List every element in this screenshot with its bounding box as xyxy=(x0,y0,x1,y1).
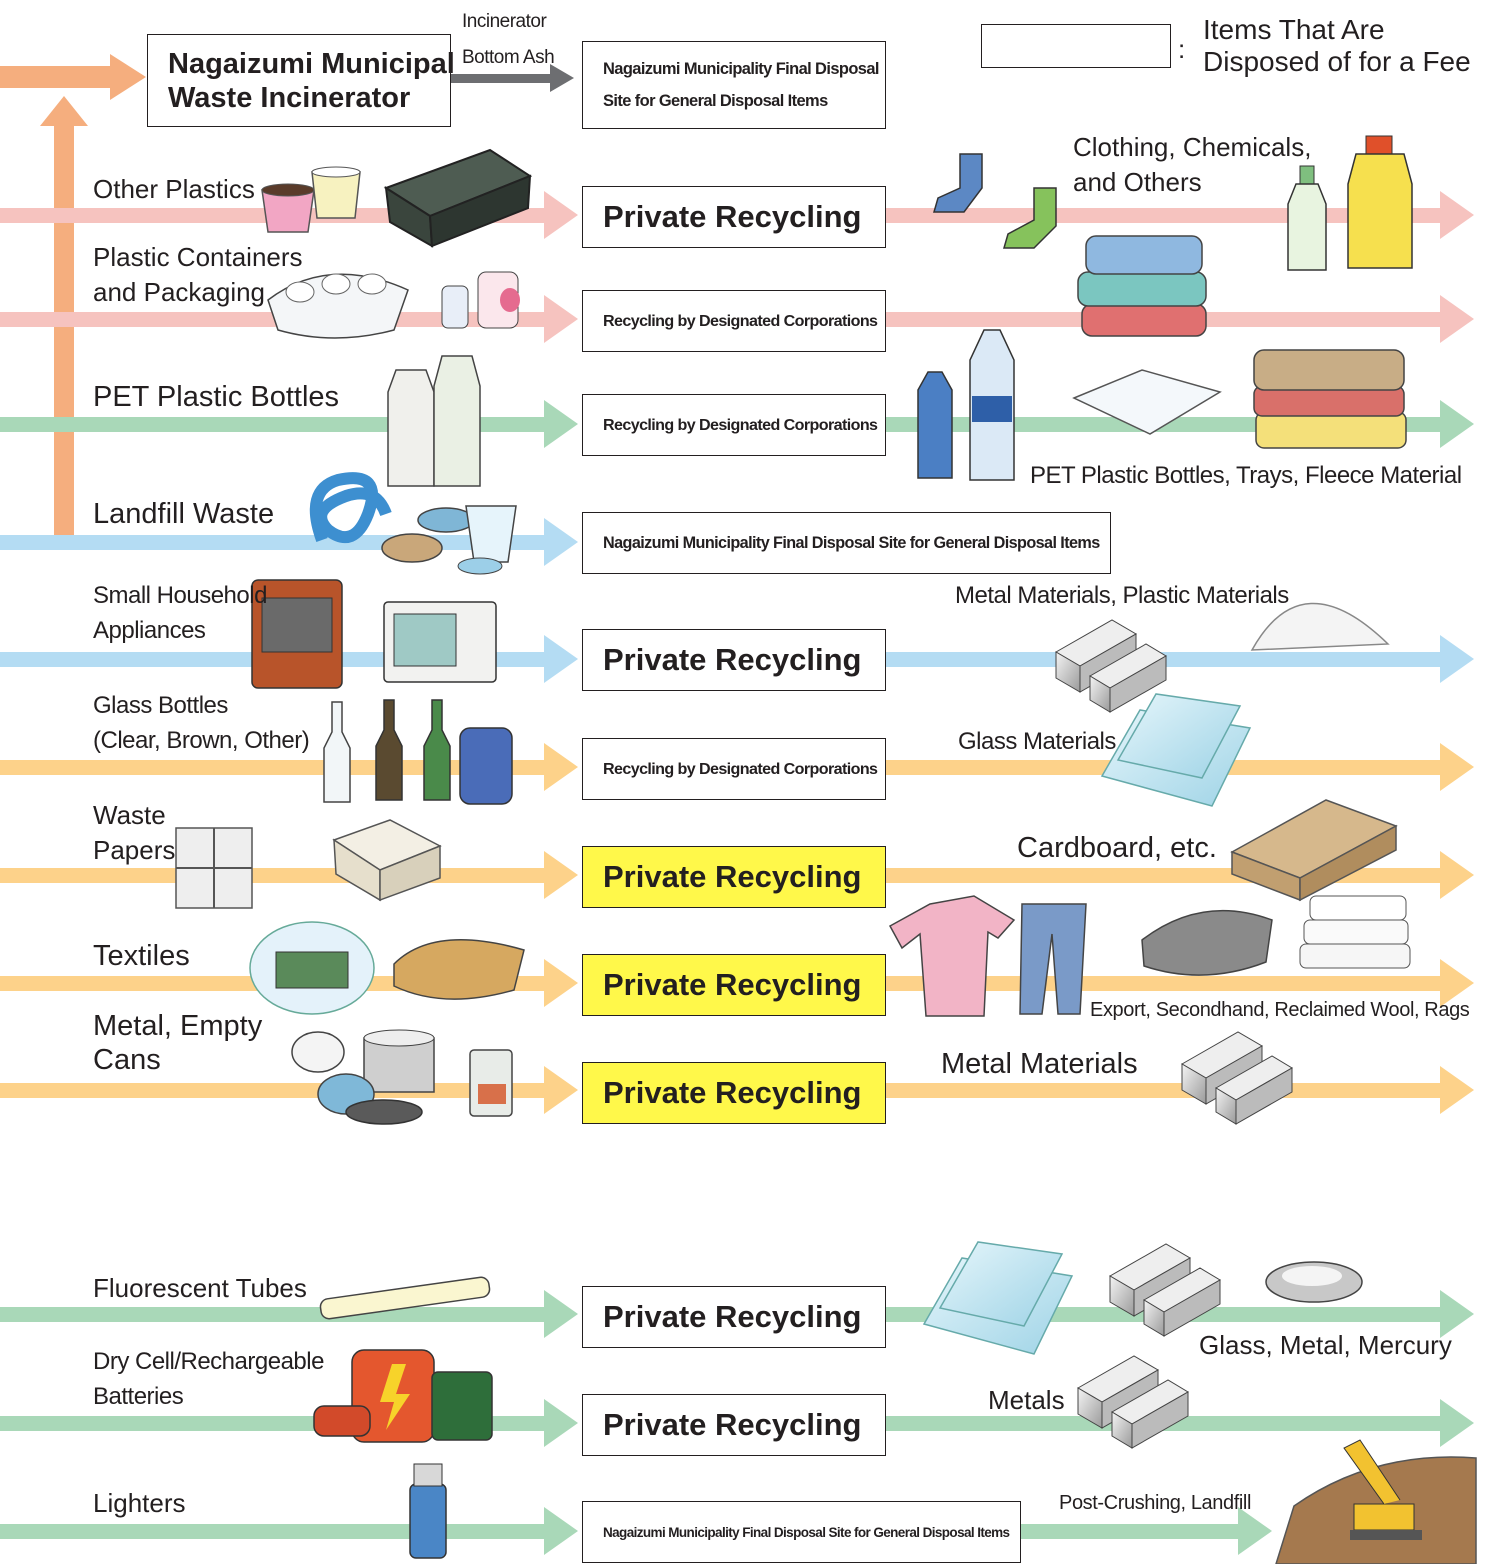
jeans-icon xyxy=(1020,904,1086,1014)
legend-box-sample xyxy=(981,24,1171,68)
glass-bottles-icon xyxy=(324,700,450,802)
batteries-private-recycling-box: Private Recycling xyxy=(582,1394,886,1456)
metal-ingots-icon xyxy=(1056,620,1166,712)
textile-bag-icon xyxy=(250,922,374,1014)
bottom-ash-line2: Bottom Ash xyxy=(462,47,555,68)
row-label-landfill-waste: Landfill Waste xyxy=(93,498,275,530)
glass-bottles-line2: (Clear, Brown, Other) xyxy=(93,727,310,754)
pet-bottles-icon xyxy=(388,356,480,486)
glass-sheets-icon xyxy=(924,1242,1072,1354)
incinerator-line2: Waste Incinerator xyxy=(168,81,411,114)
metal-ingots-icon xyxy=(1182,1032,1292,1124)
glass-bottles-result: Glass Materials xyxy=(958,728,1116,755)
incinerator-line1: Nagaizumi Municipal xyxy=(168,47,455,80)
metal-ingots-icon xyxy=(1110,1244,1220,1336)
small-containers-icon xyxy=(442,272,520,328)
newspaper-bundle-icon xyxy=(176,828,252,908)
water-bottles-icon xyxy=(918,330,1014,480)
pet-bottles-designated-box: Recycling by Designated Corporations xyxy=(582,394,886,456)
metal-cans-line1: Metal, Empty xyxy=(93,1010,263,1042)
legend-line1: Items That Are xyxy=(1203,14,1385,45)
row-label-fluorescent-tubes: Fluorescent Tubes xyxy=(93,1273,307,1303)
waste-papers-result: Cardboard, etc. xyxy=(1017,832,1217,864)
sweater-icon xyxy=(890,896,1014,1016)
glass-sheets-icon xyxy=(1102,694,1250,806)
small-appliances-private-recycling-box: Private Recycling xyxy=(582,629,886,691)
lighters-final-disposal-box: Nagaizumi Municipality Final Disposal Site for General Disposal Items xyxy=(582,1501,1021,1563)
row-label-glass-bottles xyxy=(93,688,309,758)
metal-cans-line2: Cans xyxy=(93,1044,161,1076)
other-plastics-result-line1: Clothing, Chemicals, xyxy=(1073,132,1312,162)
row-label-batteries xyxy=(93,1344,324,1414)
small-appliances-line2: Appliances xyxy=(93,617,206,644)
legend-text xyxy=(1203,14,1483,78)
fluorescent-result: Glass, Metal, Mercury xyxy=(1199,1330,1452,1360)
metal-cans-private-recycling-box: Private Recycling xyxy=(582,1062,886,1124)
lighter-icon xyxy=(410,1464,446,1558)
plastic-containers-line2: and Packaging xyxy=(93,277,266,307)
pots-icon xyxy=(292,1030,434,1124)
excavator-icon xyxy=(1276,1440,1476,1564)
landfill-final-disposal-box: Nagaizumi Municipality Final Disposal Site for General Disposal Items xyxy=(582,512,1111,574)
final-disposal-line2: Site for General Disposal Items xyxy=(603,92,828,110)
textiles-result: Export, Secondhand, Reclaimed Wool, Rags xyxy=(1090,999,1470,1021)
other-plastics-result-line2: and Others xyxy=(1073,167,1202,197)
other-plastics-result xyxy=(1073,130,1311,200)
microwave-icon xyxy=(384,602,496,682)
plastic-crate-icon xyxy=(386,150,530,246)
other-plastics-private-recycling-box: Private Recycling xyxy=(582,186,886,248)
row-label-lighters: Lighters xyxy=(93,1488,186,1518)
row-label-textiles: Textiles xyxy=(93,940,190,972)
socks-icon xyxy=(934,154,1056,248)
fluorescent-private-recycling-box: Private Recycling xyxy=(582,1286,886,1348)
legend-line2: Disposed of for a Fee xyxy=(1203,46,1471,77)
cloth-icon xyxy=(394,940,524,999)
jar-icon xyxy=(460,728,512,804)
bottom-ash-label xyxy=(462,4,554,76)
small-appliances-line1: Small Household xyxy=(93,582,267,609)
row-label-pet-bottles: PET Plastic Bottles xyxy=(93,381,340,413)
batteries-line1: Dry Cell/Rechargeable xyxy=(93,1348,324,1375)
glass-bottles-line1: Glass Bottles xyxy=(93,692,228,719)
lighters-result: Post-Crushing, Landfill xyxy=(1059,1492,1252,1514)
row-label-small-appliances xyxy=(93,578,267,648)
cardboard-icon xyxy=(1232,800,1396,900)
plastic-containers-line1: Plastic Containers xyxy=(93,242,303,272)
mercury-icon xyxy=(1266,1262,1362,1302)
rags-icon xyxy=(1300,896,1410,968)
waste-papers-line1: Waste xyxy=(93,800,166,830)
glass-bottles-designated-box: Recycling by Designated Corporations xyxy=(582,738,886,800)
row-label-metal-cans xyxy=(93,1009,262,1077)
detergent-bottle-icon xyxy=(1348,136,1412,268)
can-icon xyxy=(470,1050,512,1116)
batteries-line2: Batteries xyxy=(93,1383,184,1410)
bottom-ash-line1: Incinerator xyxy=(462,11,547,32)
metal-cans-result: Metal Materials xyxy=(941,1048,1138,1080)
batteries-icon xyxy=(314,1350,492,1442)
row-label-plastic-containers xyxy=(93,240,303,310)
row-label-other-plastics: Other Plastics xyxy=(93,174,255,204)
legend-colon: : xyxy=(1178,34,1186,64)
folded-clothes-icon xyxy=(1078,236,1206,336)
plastic-containers-designated-box: Recycling by Designated Corporations xyxy=(582,290,886,352)
metal-ingots-icon xyxy=(1078,1356,1188,1448)
textiles-private-recycling-box: Private Recycling xyxy=(582,954,886,1016)
waste-papers-line2: Papers xyxy=(93,835,176,865)
final-disposal-line1: Nagaizumi Municipality Final Disposal xyxy=(603,60,879,78)
paper-bundle-icon xyxy=(334,820,440,900)
fleece-icon xyxy=(1254,350,1406,448)
final-disposal-site-box xyxy=(582,41,886,129)
pet-bottles-result: PET Plastic Bottles, Trays, Fleece Material xyxy=(1030,462,1462,489)
waste-papers-private-recycling-box: Private Recycling xyxy=(582,846,886,908)
batteries-result: Metals xyxy=(988,1385,1065,1415)
row-label-waste-papers xyxy=(93,798,175,868)
incinerator-box xyxy=(147,34,455,127)
hose-icon xyxy=(316,478,386,540)
wool-icon xyxy=(1142,911,1272,975)
small-appliances-result: Metal Materials, Plastic Materials xyxy=(955,582,1289,609)
